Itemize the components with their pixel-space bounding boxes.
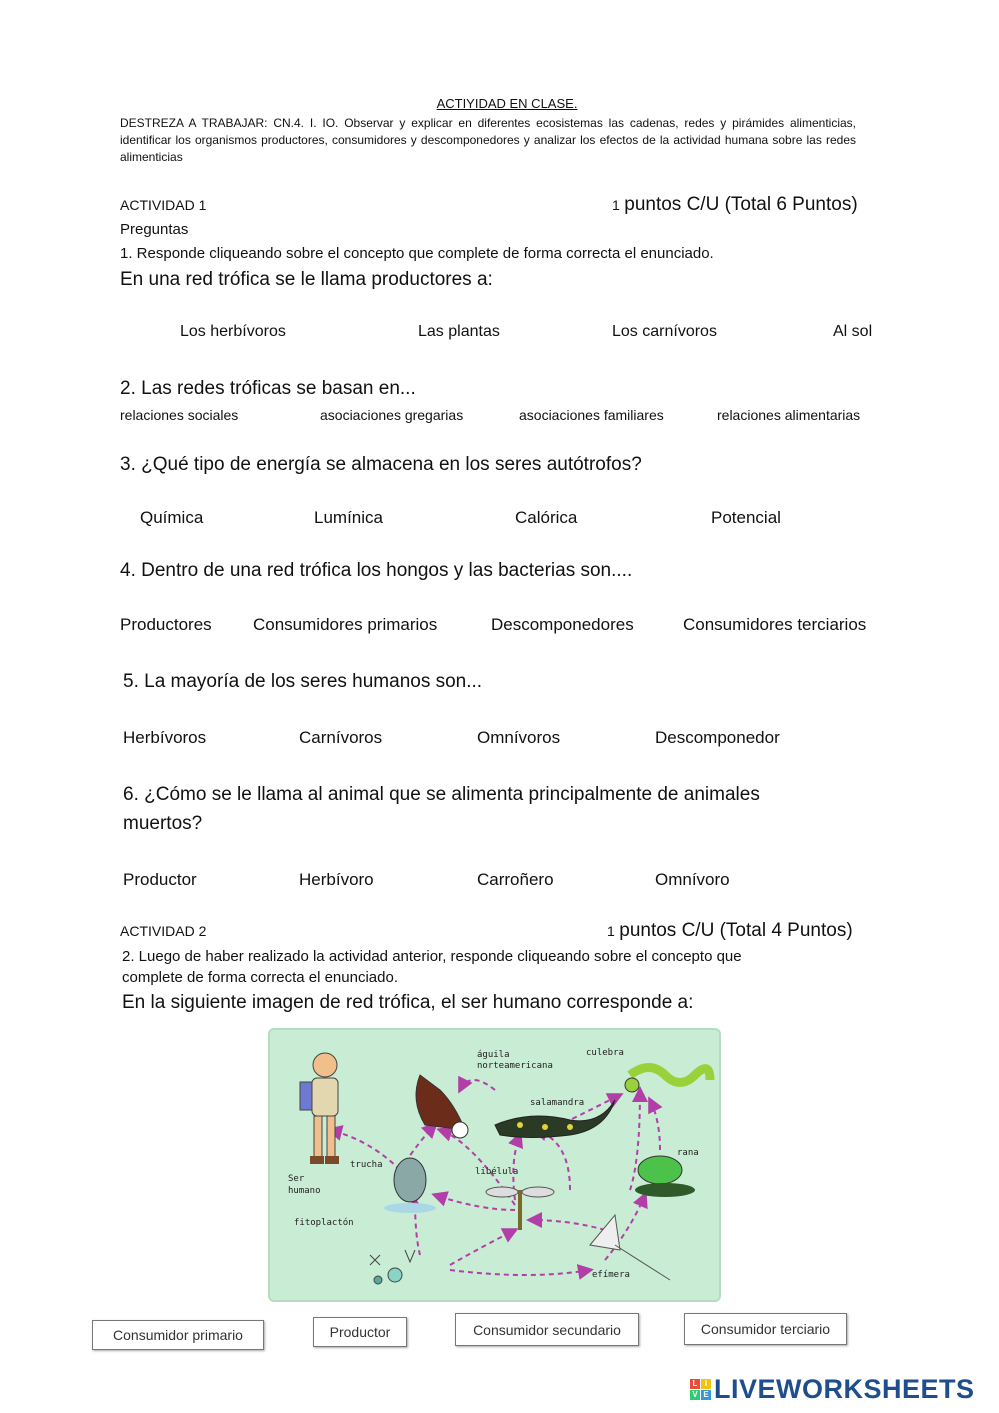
- activity2-question: En la siguiente imagen de red trófica, el ser humano corresponde a:: [122, 992, 694, 1013]
- destreza-text: DESTREZA A TRABAJAR: CN.4. I. IO. Observar y explicar en diferentes ecosistemas las cadenas, redes y pirámides alimenticias, identificar los organismos productores, consumidores y descomponedores y analizar los efectos de la actividad humana sobre las redes alimenticias: [120, 116, 856, 164]
- label-efimera: efímera: [592, 1270, 630, 1280]
- logo-tile-v: V: [690, 1390, 700, 1400]
- activity2-instruction-line1: 2. Luego de haber realizado la actividad anterior, responde cliqueando sobre el concepto que: [122, 948, 742, 965]
- question-6-line2: muertos?: [123, 813, 203, 834]
- q3-option-4[interactable]: Potencial: [711, 508, 781, 527]
- q2-option-2[interactable]: asociaciones gregarias: [320, 407, 464, 423]
- logo-tile-l: L: [690, 1379, 700, 1389]
- activity1-points-num: 1: [612, 197, 620, 213]
- frog-icon: [635, 1156, 695, 1197]
- label-ser-2: humano: [288, 1186, 321, 1196]
- q4-option-3[interactable]: Descomponedores: [491, 615, 634, 634]
- question-4: 4. Dentro de una red trófica los hongos y las bacterias son....: [120, 560, 633, 581]
- logo-tile-i: I: [701, 1379, 711, 1389]
- label-trucha: trucha: [350, 1160, 383, 1170]
- question-5: 5. La mayoría de los seres humanos son...: [123, 671, 483, 692]
- q5-option-4[interactable]: Descomponedor: [655, 728, 780, 747]
- q4-option-4[interactable]: Consumidores terciarios: [683, 615, 867, 634]
- question-2: 2. Las redes tróficas se basan en...: [120, 378, 416, 399]
- phytoplankton-icon: [370, 1250, 415, 1284]
- q4-option-2[interactable]: Consumidores primarios: [253, 615, 438, 634]
- q2-option-1[interactable]: relaciones sociales: [120, 407, 239, 423]
- answer-consumidor-secundario[interactable]: Consumidor secundario: [455, 1313, 639, 1346]
- q1-option-3[interactable]: Los carnívoros: [612, 323, 717, 340]
- label-aguila-2: norteamericana: [477, 1061, 553, 1071]
- q6-option-1[interactable]: Productor: [123, 870, 197, 889]
- logo-tiles-icon: [690, 1379, 711, 1400]
- activity2-label: ACTIVIDAD 2: [120, 923, 207, 939]
- q4-option-1[interactable]: Productores: [120, 615, 212, 634]
- trout-icon: [384, 1158, 436, 1213]
- label-fitoplancton: fitoplactón: [294, 1218, 354, 1228]
- activity2-points: [607, 920, 853, 942]
- question-6-line1: 6. ¿Cómo se le llama al animal que se alimenta principalmente de animales: [123, 784, 760, 805]
- logo-tile-e: E: [701, 1390, 711, 1400]
- eagle-icon: [416, 1075, 468, 1138]
- activity2-points-text: puntos C/U (Total 4 Puntos): [619, 920, 853, 941]
- q1-option-4[interactable]: Al sol: [833, 323, 873, 340]
- page-title: ACTIYIDAD EN CLASE.: [436, 96, 578, 111]
- q1-option-1[interactable]: Los herbívoros: [180, 323, 286, 340]
- q6-option-4[interactable]: Omnívoro: [655, 870, 730, 889]
- q3-option-2[interactable]: Lumínica: [314, 508, 383, 527]
- activity1-label: ACTIVIDAD 1: [120, 197, 207, 213]
- answer-productor[interactable]: Productor: [313, 1317, 407, 1347]
- answer-consumidor-primario[interactable]: Consumidor primario: [92, 1320, 264, 1350]
- activity1-instruction: 1. Responde cliqueando sobre el concepto que complete de forma correcta el enunciado.: [120, 245, 714, 262]
- q6-option-3[interactable]: Carroñero: [477, 870, 554, 889]
- q1-option-2[interactable]: Las plantas: [418, 323, 500, 340]
- question-3: 3. ¿Qué tipo de energía se almacena en los seres autótrofos?: [120, 454, 642, 475]
- answer-consumidor-terciario[interactable]: Consumidor terciario: [684, 1313, 847, 1345]
- food-web-image: [268, 1028, 721, 1302]
- q5-option-3[interactable]: Omnívoros: [477, 728, 561, 747]
- activity2-points-num: 1: [607, 923, 615, 939]
- snake-icon: [625, 1068, 710, 1093]
- label-culebra: culebra: [586, 1048, 624, 1058]
- label-salamandra: salamandra: [530, 1098, 585, 1108]
- q5-option-1[interactable]: Herbívoros: [123, 728, 207, 747]
- q6-option-2[interactable]: Herbívoro: [299, 870, 374, 889]
- q3-option-1[interactable]: Química: [140, 508, 204, 527]
- label-libelula: libélula: [475, 1167, 519, 1177]
- label-rana: rana: [677, 1148, 699, 1158]
- q2-option-4[interactable]: relaciones alimentarias: [717, 407, 861, 423]
- preguntas-label: Preguntas: [120, 221, 189, 238]
- activity1-points-text: puntos C/U (Total 6 Puntos): [624, 194, 858, 215]
- label-aguila-1: águila: [477, 1050, 510, 1060]
- activity1-points: [612, 194, 858, 216]
- activity2-instruction-line2: complete de forma correcta el enunciado.: [122, 969, 398, 986]
- liveworksheets-logo: [690, 1374, 975, 1405]
- q2-option-3[interactable]: asociaciones familiares: [519, 407, 664, 423]
- question-1: En una red trófica se le llama productores a:: [120, 269, 493, 290]
- logo-text: LIVEWORKSHEETS: [714, 1374, 975, 1404]
- label-ser-1: Ser: [288, 1174, 305, 1184]
- human-figure-icon: [300, 1053, 339, 1164]
- q3-option-3[interactable]: Calórica: [515, 508, 578, 527]
- q5-option-2[interactable]: Carnívoros: [299, 728, 383, 747]
